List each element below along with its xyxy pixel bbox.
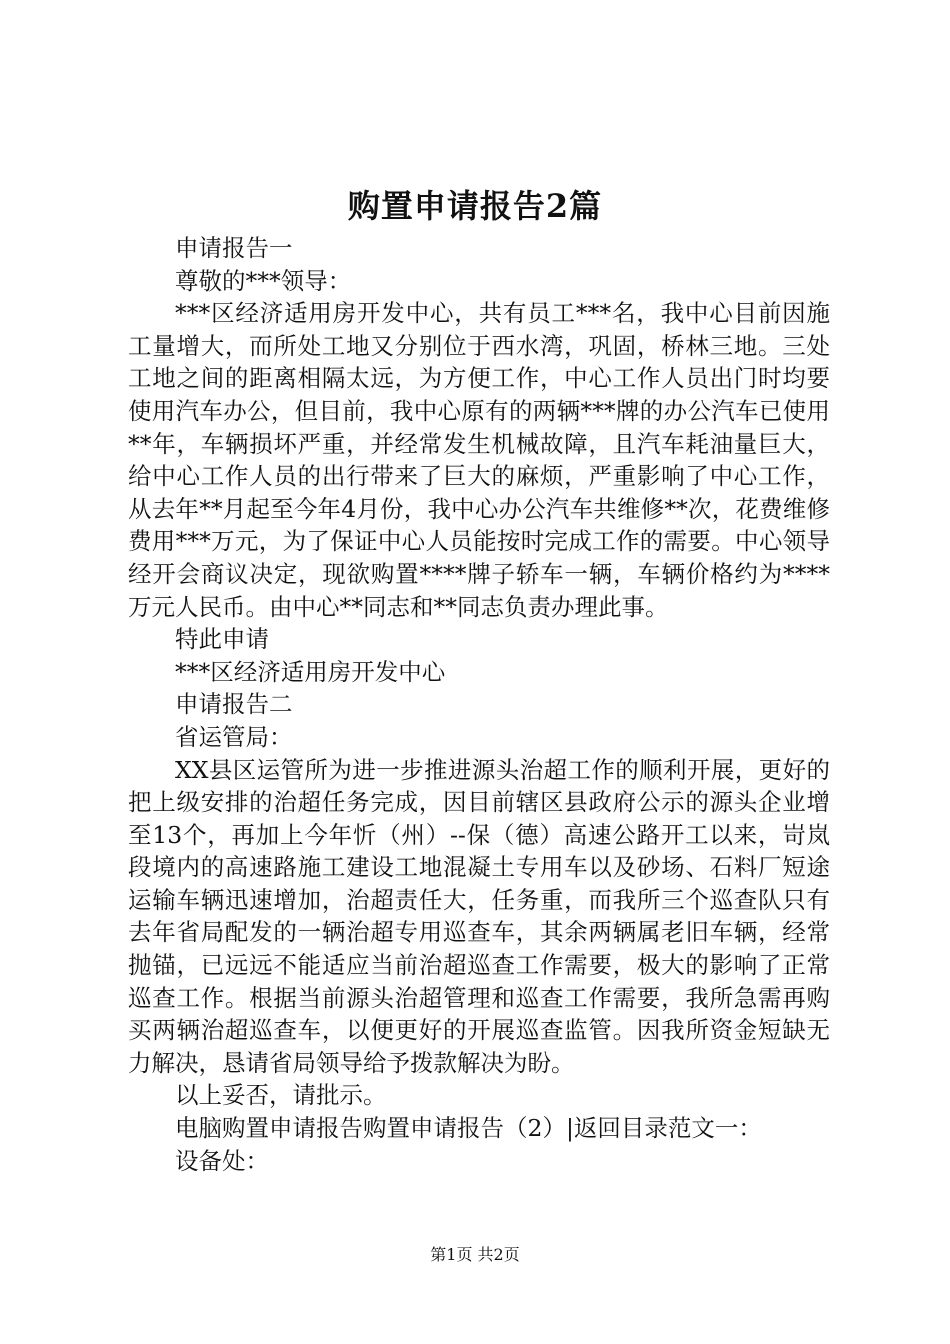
paragraph-report-two-body: XX县区运管所为进一步推进源头治超工作的顺利开展，更好的把上级安排的治超任务完成，因目前辖区县政府公示的源头企业增至13个，再加上今年忻（州）--保（德）高速公路开工以来，岢岚段境内的高速路施工建设工地混凝土专用车以及砂场、石料厂短途运输车辆迅速增加，治超责任大，任务重，而我所三个巡查队只有去年省局配发的一辆治超专用巡查车，其余两辆属老旧车辆，经常抛锚，已远远不能适应当前治超巡查工作需要，极大的影响了正常巡查工作。根据当前源头治超管理和巡查工作需要，我所急需再购买两辆治超巡查车，以便更好的开展巡查监管。因我所资金短缺无力解决，恳请省局领导给予拨款解决为盼。 [128,755,830,1077]
paragraph-signature-one: ***区经济适用房开发中心 [175,657,446,686]
paragraph-salutation-two: 省运管局： [175,722,293,751]
paragraph-report-one-body: ***区经济适用房开发中心，共有员工***名，我中心目前因施工量增大，而所处工地又分别位于西水湾，巩固，桥林三地。三处工地之间的距离相隔太远，为方便工作，中心工作人员出门时均要使用汽车办公，但目前，我中心原有的两辆***牌的办公汽车已使用**年，车辆损坏严重，并经常发生机械故障，且汽车耗油量巨大，给中心工作人员的出行带来了巨大的麻烦，严重影响了中心工作，从去年**月起至今年4月份，我中心办公汽车共维修**次，花费维修费用***万元，为了保证中心人员能按时完成工作的需要。中心领导经开会商议决定，现欲购置****牌子轿车一辆，车辆价格约为****万元人民币。由中心**同志和**同志负责办理此事。 [128,299,830,621]
paragraph-closing-two: 以上妥否，请批示。 [175,1081,387,1110]
paragraph-report-one-heading: 申请报告一 [175,234,293,262]
paragraph-report-two-heading: 申请报告二 [175,690,293,719]
paragraph-section-link: 电脑购置申请报告购置申请报告（2）|返回目录范文一： [175,1114,762,1143]
paragraph-salutation-three: 设备处： [175,1146,269,1175]
paragraph-salutation-one: 尊敬的***领导： [175,266,352,295]
page-number-footer: 第1页 共2页 [430,1245,520,1264]
paragraph-closing-one: 特此申请 [175,625,269,654]
document-body [128,232,830,1177]
document-title: 购置申请报告2篇 [347,187,603,225]
